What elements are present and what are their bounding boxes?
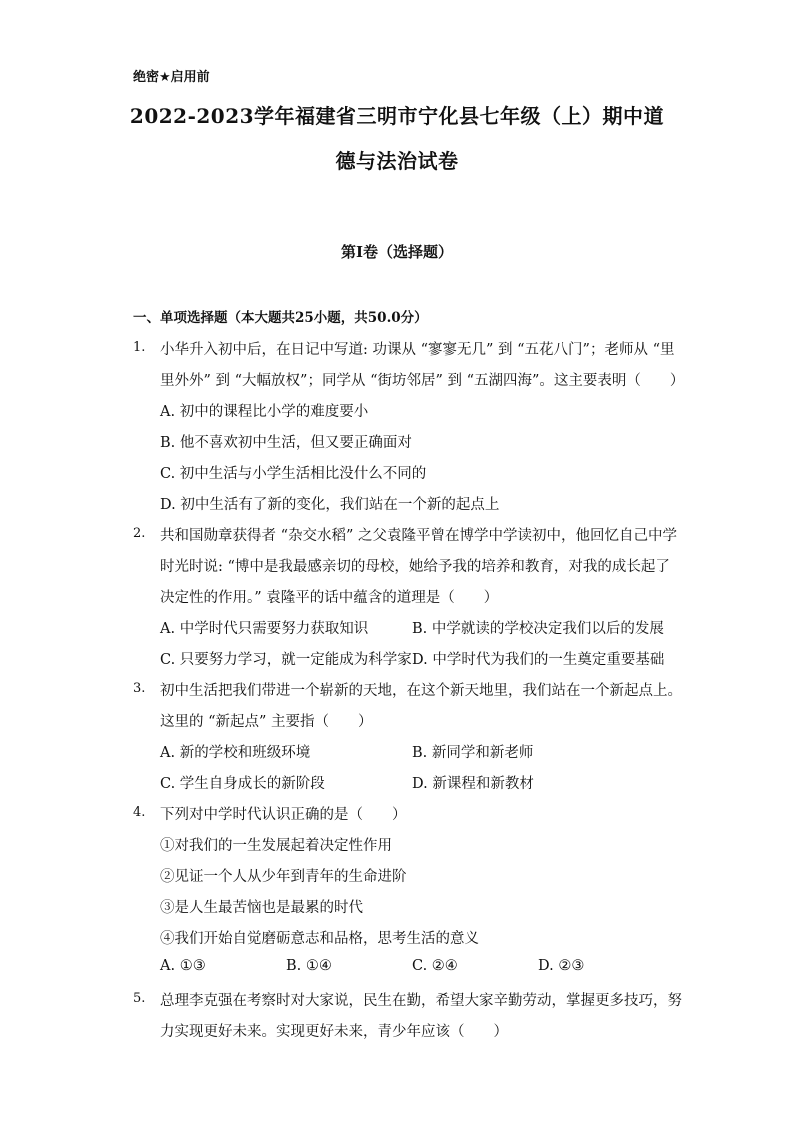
option-a[interactable]: A. 新的学校和班级环境 (160, 745, 311, 761)
question-text: 这里的 “新起点” 主要指（ ） (160, 714, 373, 730)
statement-item: ③是人生最苦恼也是最累的时代 (160, 900, 363, 916)
question-text: 共和国勋章获得者 “杂交水稻” 之父袁隆平曾在博学中学读初中，他回忆自己中学 (160, 528, 678, 544)
section-heading: 一、单项选择题（本大题共25小题，共50.0分） (133, 310, 428, 326)
option-c[interactable]: C. 初中生活与小学生活相比没什么不同的 (160, 466, 427, 482)
question-text: 初中生活把我们带进一个崭新的天地，在这个新天地里，我们站在一个新起点上。 (160, 683, 682, 699)
volume-heading: 第I卷（选择题） (340, 243, 454, 261)
option-b[interactable]: B. 他不喜欢初中生活，但又要正确面对 (160, 435, 412, 451)
question-number: 1. (133, 340, 146, 355)
question-number: 2. (133, 526, 146, 541)
question-text: 力实现更好未来。实现更好未来，青少年应该（ ） (160, 1024, 508, 1040)
question-number: 4. (133, 805, 146, 820)
option-d[interactable]: D. ②③ (538, 958, 585, 974)
option-c[interactable]: C. 学生自身成长的新阶段 (160, 776, 325, 792)
question-text: 小华升入初中后，在日记中写道: 功课从 “寥寥无几” 到 “五花八门”；老师从 “里 (160, 342, 675, 358)
secret-label: 绝密★启用前 (133, 70, 210, 85)
option-a[interactable]: A. ①③ (160, 958, 206, 974)
question-text: 下列对中学时代认识正确的是（ ） (160, 807, 407, 823)
statement-item: ①对我们的一生发展起着决定性作用 (160, 838, 392, 854)
option-b[interactable]: B. ①④ (286, 958, 332, 974)
option-d[interactable]: D. 新课程和新教材 (412, 776, 534, 792)
option-b[interactable]: B. 新同学和新老师 (412, 745, 534, 761)
question-text: 总理李克强在考察时对大家说，民生在勤，希望大家辛勤劳动，掌握更多技巧，努 (160, 993, 682, 1009)
question-number: 5. (133, 991, 146, 1006)
question-text: 决定性的作用。” 袁隆平的话中蕴含的道理是（ ） (160, 590, 499, 606)
statement-item: ②见证一个人从少年到青年的生命进阶 (160, 869, 407, 885)
question-text: 时光时说: “博中是我最感亲切的母校，她给予我的培养和教育，对我的成长起了 (160, 559, 670, 575)
option-a[interactable]: A. 中学时代只需要努力获取知识 (160, 621, 369, 637)
option-d[interactable]: D. 中学时代为我们的一生奠定重要基础 (412, 652, 665, 668)
option-c[interactable]: C. ②④ (412, 958, 458, 974)
option-d[interactable]: D. 初中生活有了新的变化，我们站在一个新的起点上 (160, 497, 500, 513)
option-b[interactable]: B. 中学就读的学校决定我们以后的发展 (412, 621, 664, 637)
question-number: 3. (133, 681, 146, 696)
option-a[interactable]: A. 初中的课程比小学的难度要小 (160, 404, 369, 420)
option-c[interactable]: C. 只要努力学习，就一定能成为科学家 (160, 652, 412, 668)
statement-item: ④我们开始自觉磨砺意志和品格，思考生活的意义 (160, 931, 479, 947)
page-title-line1: 2022-2023学年福建省三明市宁化县七年级（上）期中道 (129, 104, 665, 128)
question-text: 里外外” 到 “大幅放权”；同学从 “街坊邻居” 到 “五湖四海”。这主要表明（ ） (160, 373, 685, 389)
page-title-line2: 德与法治试卷 (335, 149, 459, 173)
